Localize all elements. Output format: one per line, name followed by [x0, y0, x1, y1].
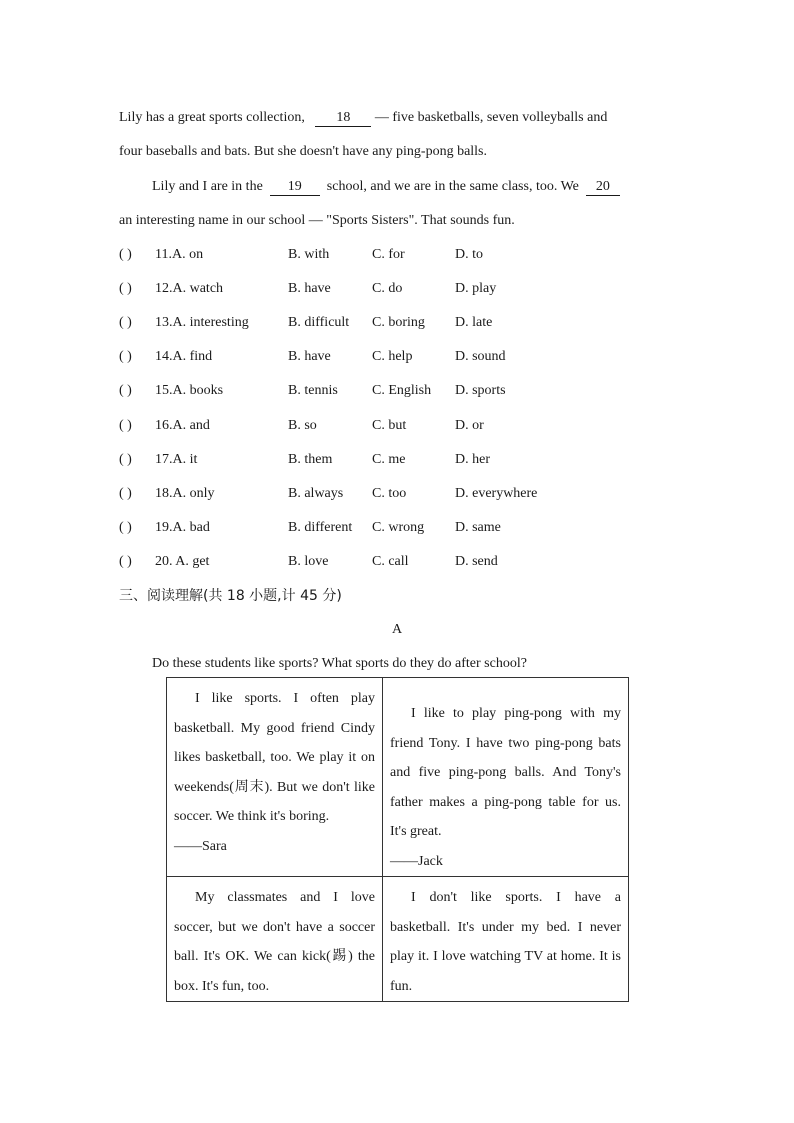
option-b: B. them — [288, 452, 333, 467]
question-item — [119, 313, 679, 333]
option-c: C. wrong — [372, 520, 425, 535]
section-title: 三、阅读理解(共 18 小题,计 45 分) — [119, 588, 342, 604]
option-c: C. too — [372, 486, 407, 501]
option-d: D. everywhere — [455, 486, 538, 501]
option-c: C. English — [372, 383, 432, 398]
option-a: 16.A. and — [155, 418, 210, 433]
jack-signature: ——Jack — [390, 853, 443, 869]
question-item — [119, 484, 679, 504]
option-d: D. or — [455, 418, 484, 433]
option-b: B. difficult — [288, 315, 350, 330]
question-item — [119, 381, 679, 401]
cell3-text: My classmates and I love soccer, but we don't have a soccer ball. It's OK. We can kick(踢) the box. It's fun, too. — [174, 890, 375, 994]
table-row — [167, 678, 629, 877]
part-label: A — [391, 622, 403, 637]
passage-line-2: four baseballs and bats. But she doesn't have any ping-pong balls. — [119, 144, 488, 159]
question-item — [119, 279, 679, 299]
passage-line-3 — [152, 177, 620, 197]
table-cell-4 — [383, 877, 629, 1002]
option-d: D. same — [455, 520, 501, 535]
answer-blank[interactable]: ( ) — [119, 247, 132, 262]
option-b: B. have — [288, 349, 331, 364]
option-b: B. with — [288, 247, 330, 262]
reading-intro: Do these students like sports? What sports do they do after school? — [152, 656, 527, 671]
option-a: 14.A. find — [155, 349, 213, 364]
option-a: 20. A. get — [155, 554, 210, 569]
answer-blank[interactable]: ( ) — [119, 486, 132, 501]
option-c: C. do — [372, 281, 403, 296]
option-a: 15.A. books — [155, 383, 224, 398]
table-row — [167, 877, 629, 1002]
option-d: D. late — [455, 315, 493, 330]
option-a: 11.A. on — [155, 247, 204, 262]
option-b: B. have — [288, 281, 331, 296]
answer-blank[interactable]: ( ) — [119, 349, 132, 364]
table-cell-sara — [167, 678, 383, 877]
question-item — [119, 245, 679, 265]
option-c: C. but — [372, 418, 407, 433]
option-d: D. to — [455, 247, 483, 262]
option-c: C. boring — [372, 315, 425, 330]
passage-line-4: an interesting name in our school — "Sports Sisters". That sounds fun. — [119, 213, 515, 228]
option-c: C. call — [372, 554, 409, 569]
answer-blank[interactable]: ( ) — [119, 520, 132, 535]
option-a: 19.A. bad — [155, 520, 210, 535]
option-b: B. different — [288, 520, 353, 535]
option-a: 13.A. interesting — [155, 315, 249, 330]
question-item — [119, 347, 679, 367]
option-c: C. me — [372, 452, 406, 467]
passage-text: Lily and I are in the — [152, 179, 263, 194]
jack-text: I like to play ping-pong with my friend Tony. I have two ping-pong bats and five ping-pong balls. And Tony's father makes a ping-pong table for us. It's great. — [390, 706, 621, 839]
passage-text: school, and we are in the same class, too. We — [326, 179, 579, 194]
option-d: D. sound — [455, 349, 506, 364]
blank-18: 18 — [315, 110, 371, 127]
reading-table — [166, 677, 629, 1002]
answer-blank[interactable]: ( ) — [119, 452, 132, 467]
passage-text: Lily has a great sports collection, — [119, 110, 305, 125]
table-cell-jack — [383, 678, 629, 877]
option-a: 17.A. it — [155, 452, 198, 467]
option-b: B. tennis — [288, 383, 338, 398]
answer-blank[interactable]: ( ) — [119, 383, 132, 398]
question-item — [119, 552, 679, 572]
answer-blank[interactable]: ( ) — [119, 281, 132, 296]
question-item — [119, 450, 679, 470]
option-d: D. send — [455, 554, 498, 569]
cell4-text: I don't like sports. I have a basketball. It's under my bed. I never play it. I love watching TV at home. It is fun. — [390, 890, 621, 994]
option-d: D. sports — [455, 383, 506, 398]
option-b: B. so — [288, 418, 317, 433]
answer-blank[interactable]: ( ) — [119, 554, 132, 569]
passage-text: — five basketballs, seven volleyballs and — [374, 110, 608, 125]
question-item — [119, 518, 679, 538]
option-a: 12.A. watch — [155, 281, 224, 296]
question-item — [119, 416, 679, 436]
option-c: C. for — [372, 247, 405, 262]
sara-signature: ——Sara — [174, 838, 227, 854]
table-cell-3 — [167, 877, 383, 1002]
blank-20: 20 — [586, 179, 620, 196]
answer-blank[interactable]: ( ) — [119, 315, 132, 330]
option-d: D. her — [455, 452, 490, 467]
sara-text: I like sports. I often play basketball. My good friend Cindy likes basketball, too. We play it on weekends(周末). But we don't like soccer. We think it's boring. — [174, 691, 375, 824]
answer-blank[interactable]: ( ) — [119, 418, 132, 433]
blank-19: 19 — [270, 179, 320, 196]
option-c: C. help — [372, 349, 413, 364]
option-a: 18.A. only — [155, 486, 215, 501]
passage-line-1 — [119, 108, 607, 128]
option-d: D. play — [455, 281, 497, 296]
option-b: B. always — [288, 486, 344, 501]
option-b: B. love — [288, 554, 329, 569]
